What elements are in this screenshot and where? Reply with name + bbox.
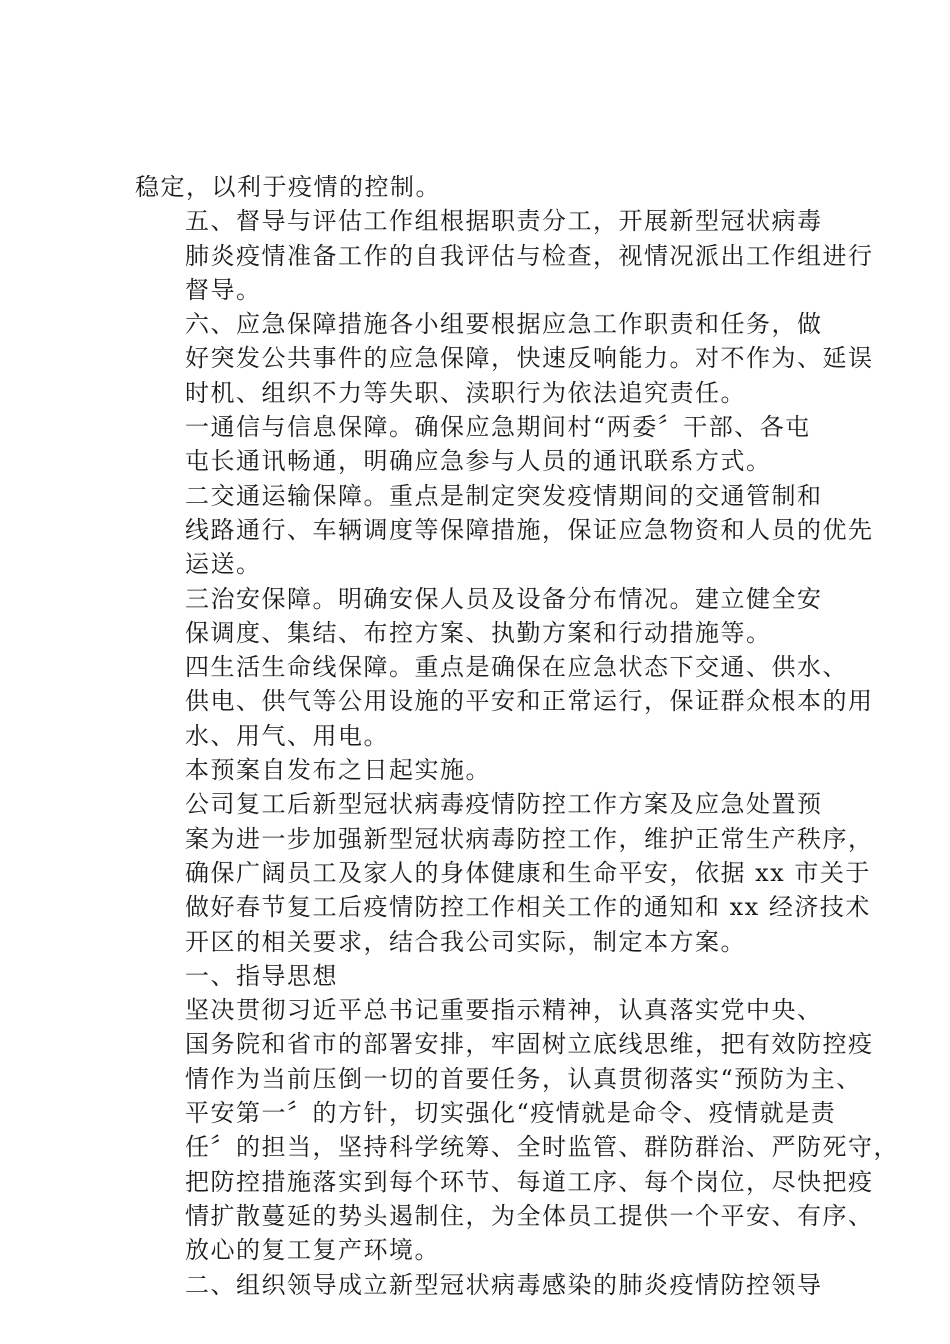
text-line: 六、应急保障措施各小组要根据应急工作职责和任务，做 [185, 310, 823, 339]
text-line: 运送。 [185, 550, 262, 579]
paragraph [135, 410, 835, 479]
text-line: 线路通行、车辆调度等保障措施，保证应急物资和人员的优先 [185, 515, 874, 544]
text-line: 二交通运输保障。重点是制定突发疫情期间的交通管制和 [185, 481, 823, 510]
paragraph [135, 582, 835, 651]
text-line: 本预案自发布之日起实施。 [185, 756, 491, 785]
text-line: 督导。 [185, 275, 262, 304]
text-line: 任〞的担当，坚持科学统筹、全时监管、群防群治、严防死守， [185, 1133, 899, 1162]
text-line: 稳定，以利于疫情的控制。 [135, 173, 441, 201]
text-line: 国务院和省市的部署安排，牢固树立底线思维，把有效防控疫 [185, 1030, 874, 1059]
text-line: 公司复工后新型冠状病毒疫情防控工作方案及应急处置预 [185, 790, 823, 819]
text-line: 把防控措施落实到每个环节、每道工序、每个岗位，尽快把疫 [185, 1167, 874, 1196]
paragraph [135, 204, 874, 307]
paragraph [135, 959, 835, 993]
paragraph [135, 479, 874, 582]
text-line: 情扩散蔓延的势头遏制住，为全体员工提供一个平安、有序、 [185, 1201, 874, 1230]
paragraph [135, 170, 835, 204]
text-line: 做好春节复工后疫情防控工作相关工作的通知和 xx 经济技术 [185, 893, 871, 922]
text-line: 情作为当前压倒一切的首要任务，认真贯彻落实“预防为主、 [185, 1064, 862, 1093]
text-line: 时机、组织不力等失职、渎职行为依法追究责任。 [185, 378, 746, 407]
text-line: 放心的复工复产环境。 [185, 1236, 440, 1265]
paragraph [135, 753, 835, 787]
text-line: 坚决贯彻习近平总书记重要指示精神，认真落实党中央、 [185, 996, 823, 1025]
paragraph [135, 650, 874, 753]
text-line: 一通信与信息保障。确保应急期间村“两委〞干部、各屯 [185, 413, 811, 442]
text-line: 水、用气、用电。 [185, 721, 389, 750]
text-line: 三治安保障。明确安保人员及设备分布情况。建立健全安 [185, 584, 823, 613]
paragraph [135, 993, 899, 1267]
text-line: 案为进一步加强新型冠状病毒防控工作，维护正常生产秩序， [185, 824, 874, 853]
text-line: 二、组织领导成立新型冠状病毒感染的肺炎疫情防控领导 [185, 1270, 823, 1299]
text-line: 屯长通讯畅通，明确应急参与人员的通讯联系方式。 [185, 447, 772, 476]
paragraph [135, 1268, 835, 1302]
text-line: 一、指导思想 [185, 961, 338, 990]
text-line: 好突发公共事件的应急保障，快速反响能力。对不作为、延误 [185, 344, 874, 373]
text-line: 开区的相关要求，结合我公司实际，制定本方案。 [185, 927, 746, 956]
text-line: 确保广阔员工及家人的身体健康和生命平安，依据 xx 市关于 [185, 858, 871, 887]
text-line: 肺炎疫情准备工作的自我评估与检查，视情况派出工作组进行 [185, 241, 874, 270]
text-line: 供电、供气等公用设施的平安和正常运行，保证群众根本的用 [185, 687, 874, 716]
text-line: 平安第一〞的方针，切实强化“疫情就是命令、疫情就是责 [185, 1099, 837, 1128]
document-body [135, 170, 899, 1302]
paragraph [135, 787, 874, 958]
text-line: 四生活生命线保障。重点是确保在应急状态下交通、供水、 [185, 653, 848, 682]
paragraph [135, 307, 874, 410]
text-line: 五、督导与评估工作组根据职责分工，开展新型冠状病毒 [185, 207, 823, 236]
text-line: 保调度、集结、布控方案、执勤方案和行动措施等。 [185, 618, 772, 647]
